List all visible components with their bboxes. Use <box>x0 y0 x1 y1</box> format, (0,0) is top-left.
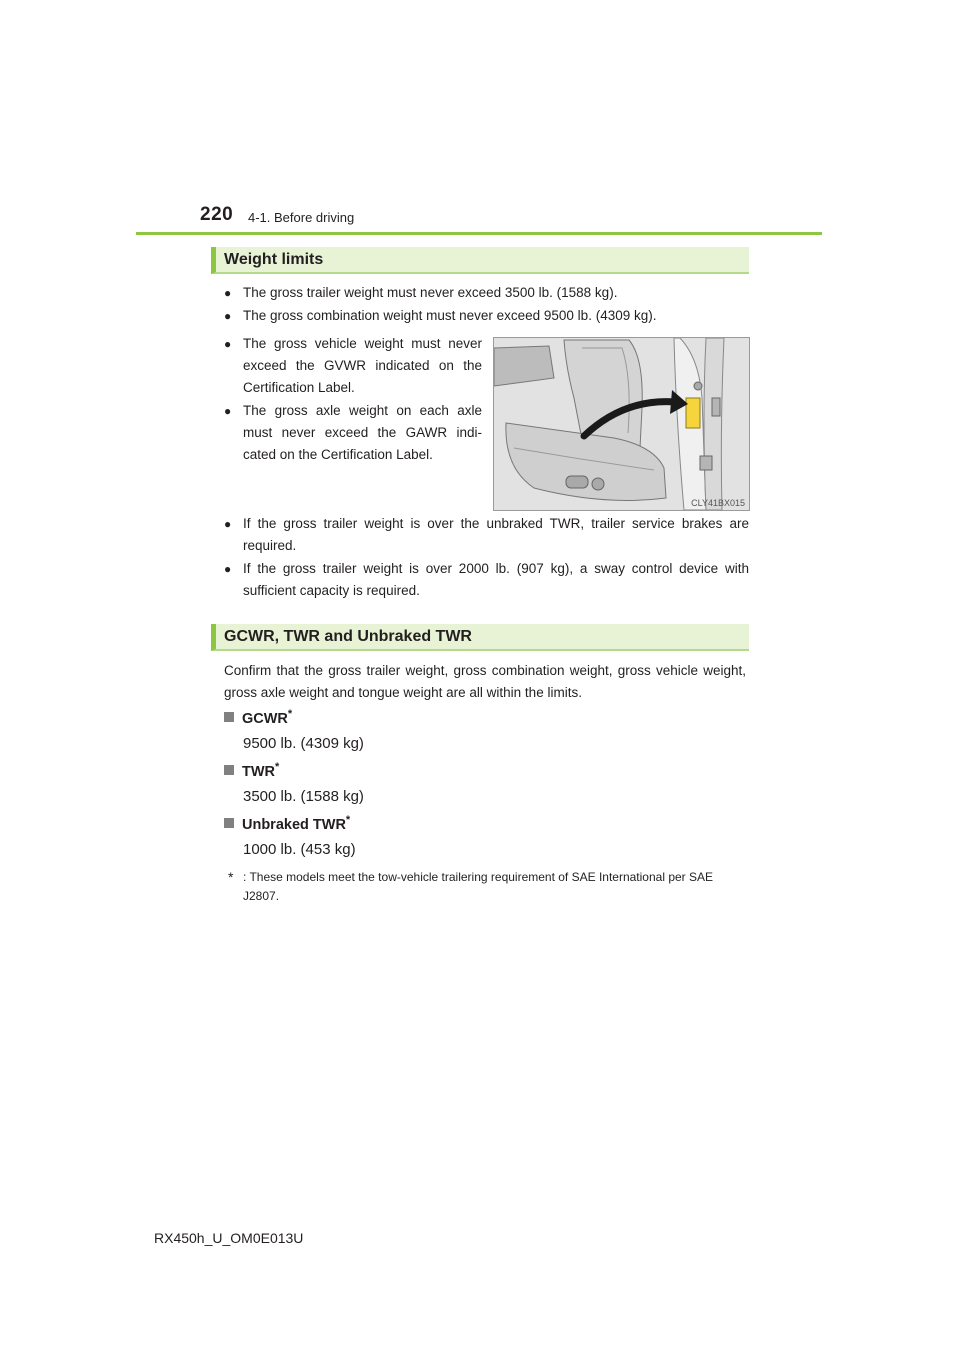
twr-subheading <box>224 761 279 780</box>
bullet-item <box>224 282 749 304</box>
bullet-line: must never exceed the GAWR indi- <box>243 425 482 440</box>
bullet-dot-icon: ● <box>224 562 232 576</box>
bullet-dot-icon: ● <box>224 309 232 323</box>
subheading-label: Unbraked TWR <box>242 816 346 833</box>
bullet-item <box>224 558 749 602</box>
bullet-item <box>224 333 482 399</box>
footnote-marker: * <box>345 814 351 826</box>
subheading-label: GCWR <box>242 710 288 727</box>
seat-door-illustration <box>494 338 749 510</box>
bullet-line: If the gross trailer weight is over the unbraked TWR, trailer service brakes are <box>243 516 749 531</box>
bullet-text <box>243 513 749 557</box>
bullet-dot-icon: ● <box>224 337 232 351</box>
bullet-text <box>243 400 482 466</box>
gcwr-subheading <box>224 708 292 727</box>
bullet-line: Certification Label. <box>243 380 355 395</box>
bullet-item <box>224 513 749 557</box>
gcwr-heading: GCWR, TWR and Unbraked TWR <box>211 624 749 651</box>
bullet-item <box>224 400 482 466</box>
bullet-line: exceed the GVWR indicated on the <box>243 358 482 373</box>
bullet-text: The gross combination weight must never exceed 9500 lb. (4309 kg). <box>243 308 657 323</box>
certification-label-figure <box>493 337 750 511</box>
gcwr-value: 9500 lb. (4309 kg) <box>243 735 364 752</box>
footnote-mark: * <box>228 869 234 885</box>
footnote-body: These models meet the tow-vehicle trailering requirement of SAE International per SAE J2807. <box>243 870 714 903</box>
bullet-line: required. <box>243 538 297 553</box>
bullet-dot-icon: ● <box>224 286 232 300</box>
weight-limits-heading: Weight limits <box>211 247 749 274</box>
bullet-line: The gross vehicle weight must never <box>243 336 482 351</box>
model-code: RX450h_U_OM0E013U <box>154 1230 304 1246</box>
footnote <box>228 868 748 906</box>
unbraked-twr-value: 1000 lb. (453 kg) <box>243 841 356 858</box>
footnote-marker: * <box>287 708 293 720</box>
bullet-line: sufficient capacity is required. <box>243 583 420 598</box>
footnote-marker: * <box>275 761 280 773</box>
bullet-text <box>243 333 482 399</box>
bullet-dot-icon: ● <box>224 517 232 531</box>
unbraked-twr-subheading <box>224 814 350 833</box>
square-bullet-icon <box>224 818 234 828</box>
header-rule <box>136 232 822 235</box>
bullet-item <box>224 305 749 327</box>
bullet-text: The gross trailer weight must never exceed 3500 lb. (1588 kg). <box>243 285 618 300</box>
twr-value: 3500 lb. (1588 kg) <box>243 788 364 805</box>
page-number: 220 <box>200 204 234 225</box>
section-reference: 4-1. Before driving <box>248 210 355 225</box>
footnote-text: : These models meet the tow-vehicle trailering requirement of SAE International per SAE J2807. <box>243 870 714 903</box>
square-bullet-icon <box>224 712 234 722</box>
subheading-label: TWR <box>242 763 276 780</box>
figure-code: CLY41BX015 <box>691 498 745 508</box>
bullet-line: The gross axle weight on each axle <box>243 403 482 418</box>
bullet-line: cated on the Certification Label. <box>243 447 433 462</box>
square-bullet-icon <box>224 765 234 775</box>
gcwr-intro-text: Confirm that the gross trailer weight, gross combination weight, gross vehicle weight, gross axle weight and tongue weight are all within the limits. <box>224 663 746 700</box>
bullet-text <box>243 558 749 602</box>
bullet-line: If the gross trailer weight is over 2000 lb. (907 kg), a sway control device with <box>243 561 749 576</box>
bullet-dot-icon: ● <box>224 404 232 418</box>
